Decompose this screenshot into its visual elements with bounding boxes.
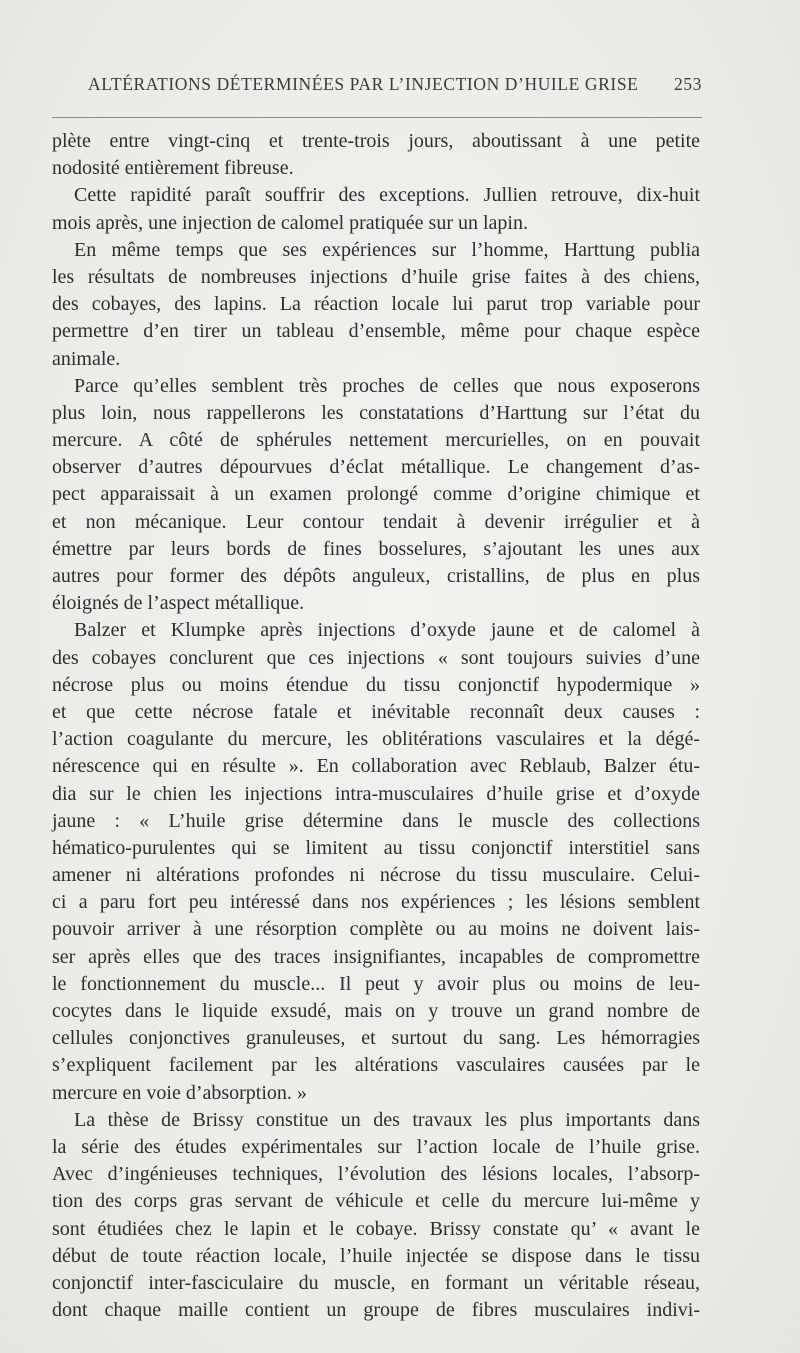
text-line: le fonctionnement du muscle... Il peut y avoir plus ou moins de leu-: [52, 972, 700, 995]
text-line: tion des corps gras servant de véhicule et celle du mercure lui-même y: [52, 1190, 700, 1213]
text-line: La thèse de Brissy constitue un des travaux les plus importants dans: [74, 1108, 700, 1131]
text-line: dont chaque maille contient un groupe de fibres musculaires indivi-: [52, 1299, 700, 1322]
text-line: nérescence qui en résulte ». En collaboration avec Reblaub, Balzer étu-: [52, 755, 700, 778]
text-line: mois après, une injection de calomel pratiquée sur un lapin.: [52, 211, 528, 234]
text-line: plète entre vingt-cinq et trente-trois jours, aboutissant à une petite: [52, 130, 700, 152]
text-line: émettre par leurs bords de fines bosselures, s’ajoutant les unes aux: [52, 537, 700, 560]
text-line: Parce qu’elles semblent très proches de celles que nous exposerons: [74, 374, 700, 397]
page-number: 253: [673, 74, 702, 94]
text-line: mercure. A côté de sphérules nettement mercurielles, on en pouvait: [52, 429, 700, 452]
text-line: et non mécanique. Leur contour tendait à devenir irrégulier et à: [52, 510, 700, 533]
text-line: des cobayes, des lapins. La réaction locale lui parut trop variable pour: [52, 293, 700, 316]
text-line: les résultats de nombreuses injections d’huile grise faites à des chiens,: [52, 265, 700, 288]
text-line: Avec d’ingénieuses techniques, l’évolution des lésions locales, l’absorp-: [52, 1163, 700, 1186]
text-line: s’expliquent facilement par les altérations vasculaires causées par le: [52, 1054, 700, 1077]
text-line: pouvoir arriver à une résorption complète ou au moins ne doivent lais-: [52, 918, 700, 941]
text-line: permettre d’en tirer un tableau d’ensemble, même pour chaque espèce: [52, 320, 700, 343]
text-line: conjonctif inter-fasciculaire du muscle, en formant un véritable réseau,: [52, 1271, 700, 1294]
text-line: éloignés de l’aspect métallique.: [52, 592, 305, 615]
text-line: nécrose plus ou moins étendue du tissu conjonctif hypodermique »: [52, 673, 700, 696]
body-text: [52, 128, 700, 1324]
text-line: animale.: [52, 347, 121, 370]
text-line: autres pour former des dépôts anguleux, cristallins, de plus en plus: [52, 565, 700, 587]
text-line: jaune : « L’huile grise détermine dans le muscle des collections: [52, 809, 700, 832]
text-line: cellules conjonctives granuleuses, et surtout du sang. Les hémorragies: [52, 1027, 700, 1050]
header-rule: [52, 117, 702, 118]
text-line: des cobayes conclurent que ces injections « sont toujours suivies d’une: [52, 646, 700, 669]
text-line: observer d’autres dépourvues d’éclat métallique. Le changement d’as-: [52, 456, 700, 479]
text-line: pect apparaissait à un examen prolongé comme d’origine chimique et: [52, 483, 700, 506]
text-line: nodosité entièrement fibreuse.: [52, 157, 294, 180]
text-line: la série des études expérimentales sur l’action locale de l’huile grise.: [52, 1135, 700, 1158]
text-line: l’action coagulante du mercure, les oblitérations vasculaires et la dégé-: [52, 728, 700, 751]
text-line: dia sur le chien les injections intra-musculaires d’huile grise et d’oxyde: [52, 782, 700, 805]
text-line: ser après elles que des traces insignifiantes, incapables de compromettre: [52, 945, 700, 968]
text-line: début de toute réaction locale, l’huile injectée se dispose dans le tissu: [52, 1244, 700, 1267]
text-line: Balzer et Klumpke après injections d’oxyde jaune et de calomel à: [74, 619, 700, 642]
text-line: hématico-purulentes qui se limitent au tissu conjonctif interstitiel sans: [52, 836, 700, 859]
text-line: et que cette nécrose fatale et inévitable reconnaît deux causes :: [52, 700, 700, 723]
text-line: ci a paru fort peu intéressé dans nos expériences ; les lésions semblent: [52, 891, 700, 914]
text-line: amener ni altérations profondes ni nécrose du tissu musculaire. Celui-: [52, 864, 700, 887]
text-line: cocytes dans le liquide exsudé, mais on y trouve un grand nombre de: [52, 1000, 700, 1022]
running-head: [52, 74, 702, 104]
text-line: En même temps que ses expériences sur l’homme, Harttung publia: [74, 238, 700, 261]
text-line: Cette rapidité paraît souffrir des exceptions. Jullien retrouve, dix-huit: [74, 184, 700, 207]
running-head-title: ALTÉRATIONS DÉTERMINÉES PAR L’INJECTION D’HUILE GRISE: [88, 74, 639, 94]
text-line: plus loin, nous rappellerons les constatations d’Harttung sur l’état du: [52, 401, 700, 424]
text-line: sont étudiées chez le lapin et le cobaye. Brissy constate qu’ « avant le: [52, 1217, 700, 1240]
text-line: mercure en voie d’absorption. »: [52, 1081, 307, 1104]
